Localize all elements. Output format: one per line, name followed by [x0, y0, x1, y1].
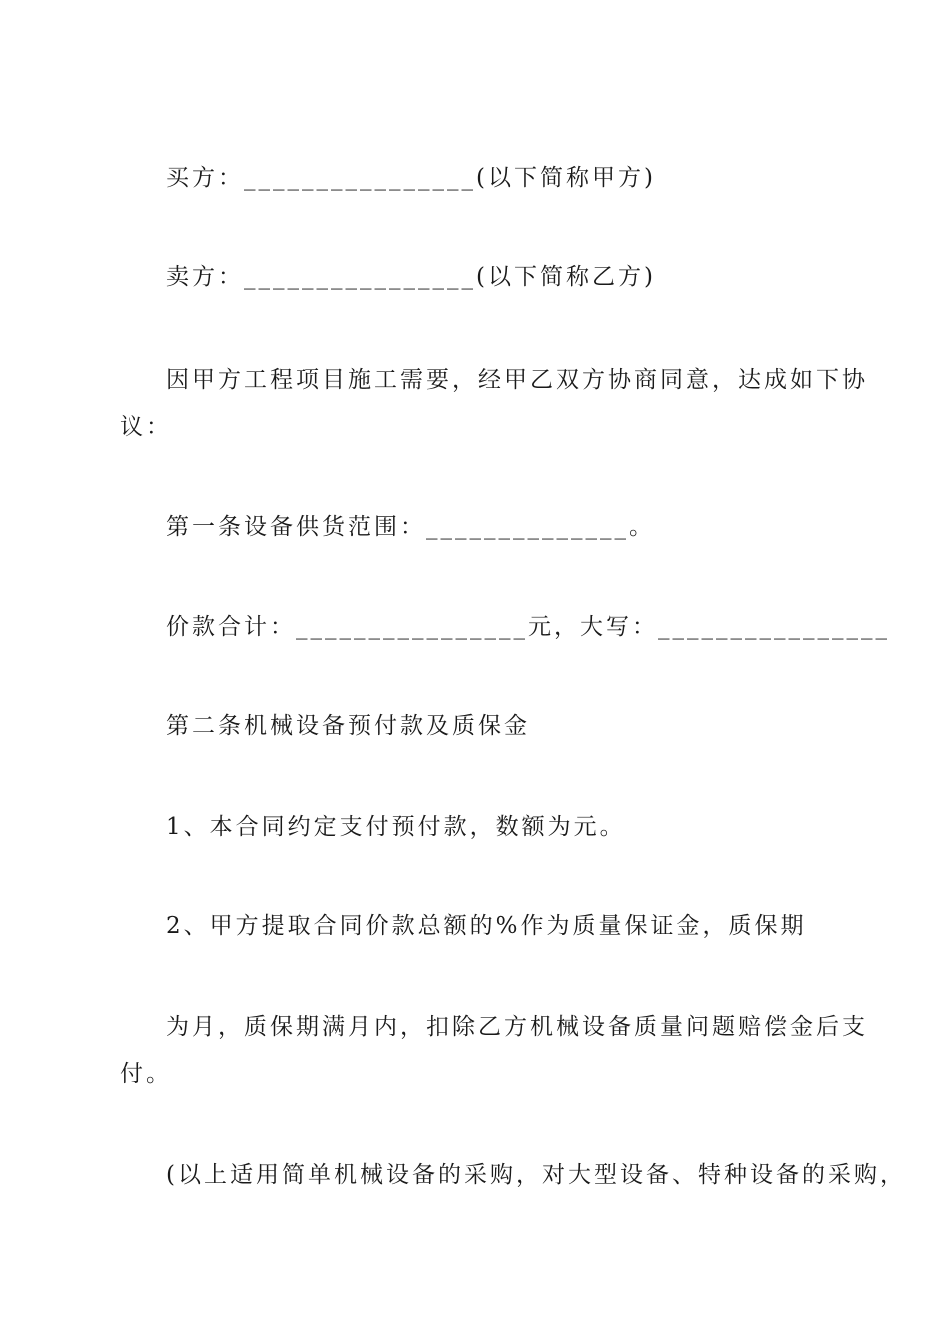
price-line: 价款合计：________________元，大写：________________ [166, 614, 890, 640]
clause-2-continuation-line-1: 为月，质保期满月内，扣除乙方机械设备质量问题赔偿金后支 [166, 1014, 868, 1040]
article-1-line: 第一条设备供货范围：______________。 [166, 514, 655, 540]
intro-paragraph-line-2: 议： [120, 414, 172, 440]
clause-2-continuation-line-2: 付。 [120, 1061, 172, 1087]
clause-2: 2、甲方提取合同价款总额的%作为质量保证金，质保期 [166, 913, 807, 939]
intro-paragraph-line-1: 因甲方工程项目施工需要，经甲乙双方协商同意，达成如下协 [166, 367, 868, 393]
seller-line: 卖方：________________(以下简称乙方) [166, 264, 656, 290]
buyer-line: 买方：________________(以下简称甲方) [166, 165, 656, 191]
clause-1: 1、本合同约定支付预付款，数额为元。 [166, 814, 626, 840]
note-line: (以上适用简单机械设备的采购，对大型设备、特种设备的采购， [166, 1162, 906, 1188]
article-2-title: 第二条机械设备预付款及质保金 [166, 713, 530, 739]
